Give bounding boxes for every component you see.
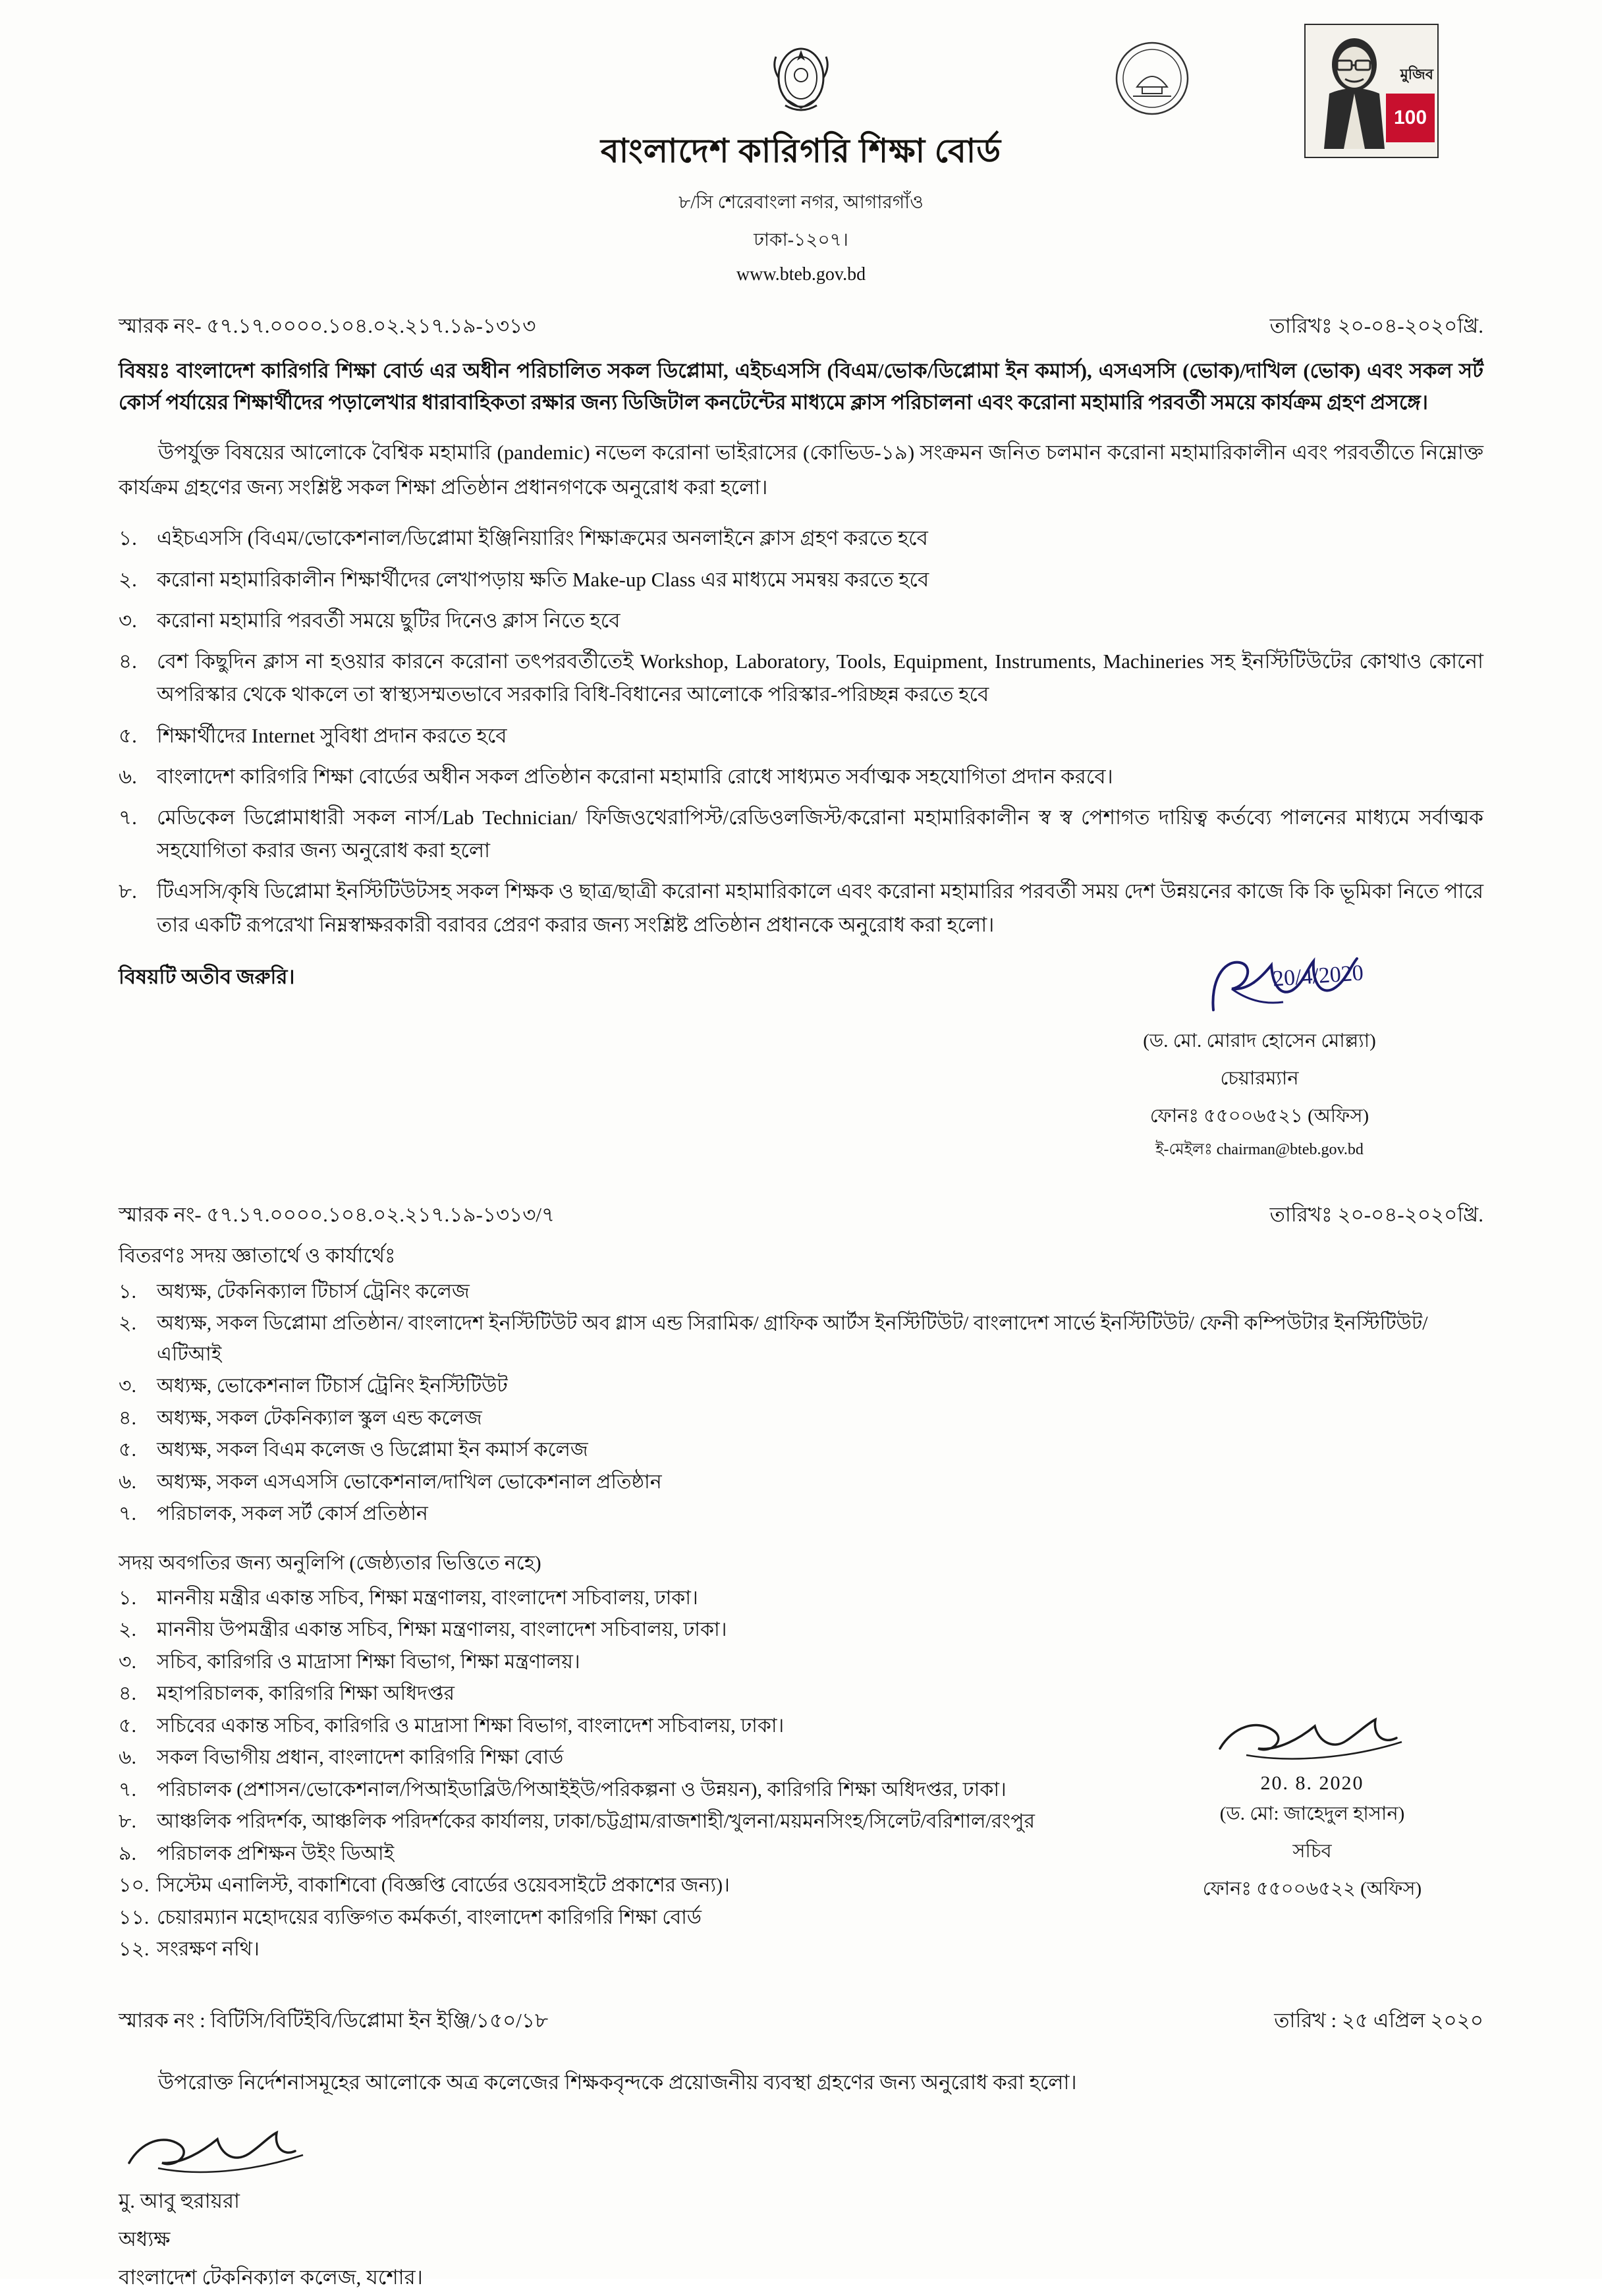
memo-number-1: স্মারক নং- ৫৭.১৭.০০০০.১০৪.০২.২১৭.১৯-১৩১৩	[119, 314, 536, 337]
list-item-number: ৬.	[119, 1747, 137, 1769]
list-item-number: ৮.	[119, 880, 137, 903]
chairman-email-label: ই-মেইলঃ	[1155, 1140, 1213, 1158]
list-item-number: ৭.	[119, 1503, 137, 1525]
list-item-text: অধ্যক্ষ, সকল এসএসসি ভোকেশনাল/দাখিল ভোকেশনাল প্রতিষ্ঠান	[157, 1470, 662, 1493]
list-item-text: শিক্ষার্থীদের Internet সুবিধা প্রদান করতে হবে	[157, 723, 507, 747]
subject-line: বিষয়ঃ বাংলাদেশ কারিগরি শিক্ষা বোর্ড এর অধীন পরিচালিত সকল ডিপ্লোমা, এইচএসসি (বিএম/ভোক/ডিপ্লোমা ইন কমার্স), এসএসসি (ভোক)/দাখিল (ভোক) এবং সকল সর্ট কোর্স পর্যায়ের শিক্ষার্থীদের পড়ালেখার ধারাবাহিকতা রক্ষার জন্য ডিজিটাল কনটেন্টের মাধ্যমে ক্লাস পরিচালনা এবং করোনা মহামারি পরবর্তী সময়ে কার্যক্রম গ্রহণ প্রসঙ্গে।	[119, 359, 1483, 414]
list-item	[119, 875, 1483, 941]
list-item	[119, 1308, 1483, 1370]
list-item	[119, 1903, 1483, 1934]
list-item-text: মাননীয় মন্ত্রীর একান্ত সচিব, শিক্ষা মন্ত্রণালয়, বাংলাদেশ সচিবালয়, ঢাকা।	[157, 1586, 698, 1609]
final-paragraph: উপরোক্ত নির্দেশনাসমূহের আলোকে অত্র কলেজের শিক্ষকবৃন্দকে প্রয়োজনীয় ব্যবস্থা গ্রহণের জন্য অনুরোধ করা হলো।	[158, 2070, 1077, 2094]
list-item-text: মহাপরিচালক, কারিগরি শিক্ষা অধিদপ্তর	[157, 1683, 455, 1705]
official-seal-icon	[1113, 40, 1191, 117]
list-item-number: ১২.	[119, 1938, 150, 1961]
list-item-number: ৮.	[119, 1810, 136, 1833]
chairman-signature-block	[1075, 949, 1444, 1163]
organization-name: বাংলাদেশ কারিগরি শিক্ষা বোর্ড	[600, 132, 1002, 169]
principal-signature-block	[119, 2125, 1483, 2296]
organization-address-line2: ঢাকা-১২০৭।	[754, 230, 848, 250]
list-item-number: ৩.	[119, 1375, 137, 1397]
list-item-text: মাননীয় উপমন্ত্রীর একান্ত সচিব, শিক্ষা মন্ত্রণালয়, বাংলাদেশ সচিবালয়, ঢাকা।	[157, 1619, 727, 1641]
list-item-number: ৬.	[119, 1470, 137, 1493]
list-item-number: ১০.	[119, 1874, 150, 1897]
list-item-number: ২.	[119, 567, 137, 591]
memo-date-3: তারিখ : ২৫ এপ্রিল ২০২০	[1274, 2008, 1483, 2032]
principal-name: মু. আবু হুরায়রা	[119, 2189, 240, 2212]
list-item-text: চেয়ারম্যান মহোদয়ের ব্যক্তিগত কর্মকর্তা, বাংলাদেশ কারিগরি শিক্ষা বোর্ড	[157, 1906, 702, 1928]
memo-row-college	[119, 2005, 1483, 2039]
secretary-name: (ড. মো: জাহেদুল হাসান)	[1219, 1803, 1405, 1824]
list-item-text: পরিচালক (প্রশাসন/ভোকেশনাল/পিআইডাব্লিউ/পিআইইউ/পরিকল্পনা ও উন্নয়ন), কারিগরি শিক্ষা অধিদপ্তর, ঢাকা।	[157, 1778, 1007, 1801]
list-item	[119, 1934, 1483, 1965]
list-item-text: সিস্টেম এনালিস্ট, বাকাশিবো (বিজ্ঞপ্তি বোর্ডের ওয়েবসাইটে প্রকাশের জন্য)।	[157, 1874, 730, 1897]
secretary-phone: ফোনঃ ৫৫০০৬৫২২ (অফিস)	[1202, 1878, 1422, 1899]
list-item-number: ৭.	[119, 806, 137, 829]
list-item-text: করোনা মহামারিকালীন শিক্ষার্থীদের লেখাপড়ায় ক্ষতি Make-up Class এর মাধ্যমে সমন্বয় করতে হবে	[157, 567, 929, 591]
list-item	[119, 719, 1483, 752]
principal-role: অধ্যক্ষ	[119, 2227, 171, 2251]
list-item-text: সংরক্ষণ নথি।	[157, 1938, 260, 1961]
copy-list-title: সদয় অবগতির জন্য অনুলিপি (জেষ্ঠ্যতার ভিত্তিতে নহে)	[119, 1552, 541, 1574]
mujib-logo-text: মুজিব	[1400, 66, 1433, 82]
list-item-number: ২.	[119, 1619, 137, 1641]
list-item-text: সচিব, কারিগরি ও মাদ্রাসা শিক্ষা বিভাগ, শিক্ষা মন্ত্রণালয়।	[157, 1650, 580, 1673]
list-item-text: মেডিকেল ডিপ্লোমাধারী সকল নার্স/Lab Technician/ ফিজিওথেরাপিস্ট/রেডিওলজিস্ট/করোনা মহামারিকালীন স্ব স্ব পেশাগত দায়িত্ব কর্তব্যে পালনের মাধ্যমে সর্বাত্মক সহযোগিতা করার জন্য অনুরোধ করা হলো	[157, 806, 1483, 862]
list-item	[119, 1647, 1483, 1678]
list-item-text: অধ্যক্ষ, টেকনিক্যাল টিচার্স ট্রেনিং কলেজ	[157, 1280, 470, 1302]
memo-date-1: তারিখঃ ২০-০৪-২০২০খ্রি.	[1269, 314, 1483, 337]
memo-number-3: স্মারক নং : বিটিসি/বিটিইবি/ডিপ্লোমা ইন ইঞ্জি/১৫০/১৮	[119, 2008, 549, 2032]
list-item-text: টিএসসি/কৃষি ডিপ্লোমা ইনস্টিটিউটসহ সকল শিক্ষক ও ছাত্র/ছাত্রী করোনা মহামারিকালে এবং করোনা মহামারির পরবর্তী সময় দেশ উন্নয়নের কাজে কি কি ভূমিকা নিতে পারে তার একটি রূপরেখা নিম্নস্বাক্ষরকারী বরাবর প্রেরণ করার জন্য সংশ্লিষ্ট প্রতিষ্ঠান প্রধানকে অনুরোধ করা হলো।	[157, 880, 1483, 936]
list-item-number: ২.	[119, 1312, 137, 1335]
chairman-email-value: chairman@bteb.gov.bd	[1216, 1140, 1364, 1158]
list-item-text: সকল বিভাগীয় প্রধান, বাংলাদেশ কারিগরি শিক্ষা বোর্ড	[157, 1747, 564, 1769]
list-item	[119, 563, 1483, 596]
list-item-text: বাংলাদেশ কারিগরি শিক্ষা বোর্ডের অধীন সকল প্রতিষ্ঠান করোনা মহামারি রোধে সাধ্যমত সর্বাত্মক সহযোগিতা প্রদান করবে।	[157, 764, 1113, 788]
list-item	[119, 801, 1483, 867]
list-item-number: ১১.	[119, 1906, 150, 1928]
list-item	[119, 1583, 1483, 1614]
list-item-number: ১.	[119, 526, 137, 550]
secretary-signature-block	[1141, 1713, 1483, 1906]
list-item	[119, 604, 1483, 637]
memo-row-secondary	[119, 1199, 1483, 1233]
list-item-text: সচিবের একান্ত সচিব, কারিগরি ও মাদ্রাসা শিক্ষা বিভাগ, বাংলাদেশ সচিবালয়, ঢাকা।	[157, 1714, 785, 1737]
memo-date-2: তারিখঃ ২০-০৪-২০২০খ্রি.	[1269, 1202, 1483, 1226]
organization-address-line1: ৮/সি শেরেবাংলা নগর, আগারগাঁও	[678, 192, 924, 213]
memo-row-primary	[119, 310, 1483, 345]
bteb-emblem-icon	[765, 34, 837, 121]
organization-website: www.bteb.gov.bd	[736, 264, 866, 285]
principal-institution: বাংলাদেশ টেকনিক্যাল কলেজ, যশোর।	[119, 2265, 423, 2289]
document-body	[119, 355, 1483, 2296]
list-item	[119, 1679, 1483, 1710]
chairman-name: (ড. মো. মোরাদ হোসেন মোল্ল্যা)	[1143, 1030, 1376, 1051]
list-item	[119, 1467, 1483, 1498]
list-item-number: ১.	[119, 1586, 136, 1609]
list-item-number: ৪.	[119, 1683, 136, 1705]
chairman-role: চেয়ারম্যান	[1220, 1067, 1299, 1089]
list-item-text: আঞ্চলিক পরিদর্শক, আঞ্চলিক পরিদর্শকের কার্যালয়, ঢাকা/চট্টগ্রাম/রাজশাহী/খুলনা/ময়মনসিংহ/সিলেট/বরিশাল/রংপুর	[157, 1810, 1036, 1833]
chairman-phone: ফোনঃ ৫৫০০৬৫২১ (অফিস)	[1149, 1105, 1369, 1127]
distribution-list	[119, 1277, 1483, 1530]
list-item	[119, 1499, 1483, 1530]
list-item-text: পরিচালক, সকল সর্ট কোর্স প্রতিষ্ঠান	[157, 1503, 428, 1525]
list-item-text: পরিচালক প্রশিক্ষন উইং ডিআই	[157, 1842, 395, 1864]
list-item-number: ৯.	[119, 1842, 136, 1864]
list-item-number: ৪.	[119, 1407, 136, 1429]
list-item-number: ৫.	[119, 1439, 136, 1461]
list-item	[119, 1371, 1483, 1402]
chairman-email	[1075, 1137, 1444, 1163]
secretary-signature-date: 20. 8. 2020	[1260, 1772, 1364, 1794]
list-item	[119, 645, 1483, 711]
list-item-text: করোনা মহামারি পরবর্তী সময়ে ছুটির দিনেও ক্লাস নিতে হবে	[157, 608, 621, 632]
list-item-number: ৩.	[119, 608, 137, 632]
list-item-number: ৩.	[119, 1650, 137, 1673]
chairman-signature-date: 20/4/2020	[1271, 961, 1364, 992]
list-item-text: অধ্যক্ষ, সকল টেকনিক্যাল স্কুল এন্ড কলেজ	[157, 1407, 482, 1429]
secretary-signature-mark	[1141, 1713, 1483, 1770]
list-item	[119, 760, 1483, 793]
list-item-text: বেশ কিছুদিন ক্লাস না হওয়ার কারনে করোনা তৎপরবর্তীতেই Workshop, Laboratory, Tools, Equipment, Instruments, Machineries সহ ইনস্টিটিউটের কোথাও কোনো অপরিস্কার থেকে থাকলে তা স্বাস্থ্যসম্মতভাবে সরকারি বিধি-বিধানের আলোকে পরিস্কার-পরিচ্ছন্ন করতে হবে	[157, 650, 1483, 706]
list-item	[119, 1615, 1483, 1646]
list-item-text: অধ্যক্ষ, ভোকেশনাল টিচার্স ট্রেনিং ইনস্টিটিউট	[157, 1375, 508, 1397]
list-item-number: ৬.	[119, 764, 137, 788]
distribution-title: বিতরণঃ সদয় জ্ঞাতার্থে ও কার্যার্থেঃ	[119, 1243, 396, 1267]
list-item-number: ৭.	[119, 1778, 137, 1801]
list-item	[119, 522, 1483, 555]
document-header	[0, 0, 1602, 285]
intro-paragraph: উপর্যুক্ত বিষয়ের আলোকে বৈশ্বিক মহামারি (pandemic) নভেল করোনা ভাইরাসের (কোভিড-১৯) সংক্রমন জনিত চলমান করোনা মহামারিকালীন এবং পরবর্তীতে নিম্নোক্ত কার্যক্রম গ্রহণের জন্য সংশ্লিষ্ট সকল শিক্ষা প্রতিষ্ঠান প্রধানগণকে অনুরোধ করা হলো।	[119, 441, 1483, 499]
instruction-list	[119, 522, 1483, 941]
list-item	[119, 1435, 1483, 1466]
mujib-borsho-logo	[1304, 24, 1439, 158]
list-item-text: এইচএসসি (বিএম/ভোকেশনাল/ডিপ্লোমা ইঞ্জিনিয়ারিং শিক্ষাক্রমের অনলাইনে ক্লাস গ্রহণ করতে হবে	[157, 526, 928, 550]
mujib-logo-badge: 100	[1386, 94, 1435, 142]
secretary-role: সচিব	[1292, 1841, 1332, 1862]
list-item-number: ৪.	[119, 650, 137, 673]
memo-number-2: স্মারক নং- ৫৭.১৭.০০০০.১০৪.০২.২১৭.১৯-১৩১৩/৭	[119, 1202, 555, 1226]
urgent-note: বিষয়টি অতীব জরুরি।	[119, 965, 295, 988]
list-item	[119, 1403, 1483, 1434]
chairman-signature-mark	[1075, 949, 1444, 1022]
list-item-text: অধ্যক্ষ, সকল বিএম কলেজ ও ডিপ্লোমা ইন কমার্স কলেজ	[157, 1439, 588, 1461]
list-item-number: ১.	[119, 1280, 136, 1302]
list-item-text: অধ্যক্ষ, সকল ডিপ্লোমা প্রতিষ্ঠান/ বাংলাদেশ ইনস্টিটিউট অব গ্লাস এন্ড সিরামিক/ গ্রাফিক আর্টস ইনস্টিটিউট/ বাংলাদেশ সার্ভে ইনস্টিটিউট/ ফেনী কম্পিউটার ইনস্টিটিউট/ এটিআই	[157, 1312, 1428, 1365]
list-item-number: ৫.	[119, 723, 137, 747]
list-item-number: ৫.	[119, 1714, 136, 1737]
list-item	[119, 1277, 1483, 1308]
principal-signature-mark	[119, 2125, 336, 2181]
